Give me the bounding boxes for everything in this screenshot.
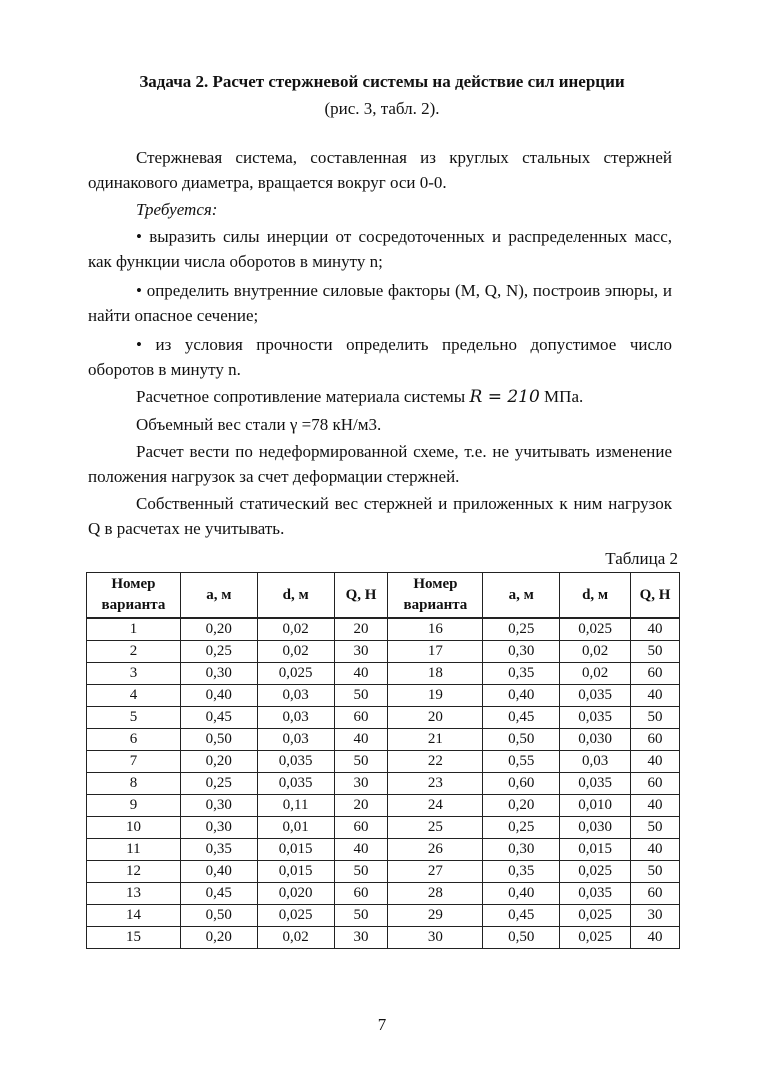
column-header: d, м bbox=[560, 573, 631, 619]
table-cell: 18 bbox=[388, 663, 483, 685]
table-cell: 13 bbox=[87, 883, 181, 905]
table-cell: 24 bbox=[388, 795, 483, 817]
table-cell: 30 bbox=[388, 927, 483, 949]
table-cell: 4 bbox=[87, 685, 181, 707]
table-cell: 0,45 bbox=[180, 883, 257, 905]
table-cell: 0,035 bbox=[560, 707, 631, 729]
table-cell: 0,35 bbox=[483, 663, 560, 685]
table-body bbox=[87, 618, 680, 949]
table-cell: 21 bbox=[388, 729, 483, 751]
table-cell: 40 bbox=[334, 839, 388, 861]
table-row bbox=[87, 685, 680, 707]
bullet-icon: • bbox=[136, 335, 142, 354]
table-cell: 0,30 bbox=[180, 795, 257, 817]
table-row bbox=[87, 905, 680, 927]
table-cell: 0,015 bbox=[257, 861, 334, 883]
table-cell: 8 bbox=[87, 773, 181, 795]
table-cell: 0,55 bbox=[483, 751, 560, 773]
table-row bbox=[87, 729, 680, 751]
table-cell: 0,030 bbox=[560, 817, 631, 839]
column-header: Номер варианта bbox=[388, 573, 483, 619]
table-cell: 20 bbox=[334, 795, 388, 817]
table-row bbox=[87, 795, 680, 817]
table-cell: 7 bbox=[87, 751, 181, 773]
table-cell: 40 bbox=[631, 751, 680, 773]
table-cell: 60 bbox=[631, 883, 680, 905]
table-cell: 23 bbox=[388, 773, 483, 795]
table-cell: 60 bbox=[631, 729, 680, 751]
table-cell: 0,035 bbox=[257, 751, 334, 773]
bullet-item: • выразить силы инерции от сосредоточенных и распределенных масс, как функции числа оборотов в минуту n; bbox=[88, 227, 673, 271]
table-cell: 20 bbox=[388, 707, 483, 729]
table-row bbox=[87, 861, 680, 883]
table-cell: 9 bbox=[87, 795, 181, 817]
table-cell: 0,25 bbox=[180, 773, 257, 795]
table-cell: 2 bbox=[87, 641, 181, 663]
table-cell: 0,02 bbox=[257, 927, 334, 949]
table-cell: 11 bbox=[87, 839, 181, 861]
table-cell: 60 bbox=[334, 883, 388, 905]
table-header-row bbox=[87, 573, 680, 619]
weight-paragraph: Объемный вес стали γ =78 кН/м3. bbox=[136, 415, 382, 434]
table-cell: 0,50 bbox=[180, 729, 257, 751]
body-text bbox=[88, 145, 672, 541]
table-cell: 0,015 bbox=[257, 839, 334, 861]
table-cell: 50 bbox=[631, 861, 680, 883]
table-cell: 0,25 bbox=[483, 817, 560, 839]
table-cell: 40 bbox=[631, 795, 680, 817]
column-header: Q, Н bbox=[334, 573, 388, 619]
table-cell: 0,035 bbox=[560, 883, 631, 905]
table-cell: 0,025 bbox=[560, 861, 631, 883]
table-cell: 50 bbox=[631, 817, 680, 839]
table-cell: 50 bbox=[631, 707, 680, 729]
table-cell: 0,025 bbox=[560, 927, 631, 949]
table-cell: 5 bbox=[87, 707, 181, 729]
table-cell: 0,03 bbox=[257, 707, 334, 729]
table-cell: 0,30 bbox=[180, 663, 257, 685]
table-cell: 0,20 bbox=[180, 927, 257, 949]
table-row bbox=[87, 773, 680, 795]
page-subtitle: (рис. 3, табл. 2). bbox=[324, 99, 440, 118]
table-cell: 12 bbox=[87, 861, 181, 883]
table-cell: 0,45 bbox=[483, 707, 560, 729]
table-cell: 40 bbox=[631, 618, 680, 641]
table-cell: 60 bbox=[631, 773, 680, 795]
table-cell: 0,03 bbox=[257, 685, 334, 707]
table-cell: 17 bbox=[388, 641, 483, 663]
table-cell: 16 bbox=[388, 618, 483, 641]
note-paragraph: Расчет вести по недеформированной схеме, т.е. не учитывать изменение положения нагрузок за счет деформации стержней. bbox=[88, 442, 672, 486]
bullet-item: • из условия прочности определить предельно допустимое число оборотов в минуту n. bbox=[88, 335, 673, 379]
table-cell: 10 bbox=[87, 817, 181, 839]
required-label: Требуется: bbox=[136, 200, 218, 219]
variants-table bbox=[86, 572, 680, 949]
table-cell: 60 bbox=[631, 663, 680, 685]
table-row bbox=[87, 883, 680, 905]
table-cell: 30 bbox=[334, 641, 388, 663]
table-cell: 0,02 bbox=[560, 663, 631, 685]
table-cell: 60 bbox=[334, 817, 388, 839]
table-cell: 15 bbox=[87, 927, 181, 949]
table-cell: 0,015 bbox=[560, 839, 631, 861]
table-cell: 0,40 bbox=[483, 685, 560, 707]
table-cell: 0,40 bbox=[483, 883, 560, 905]
table-cell: 40 bbox=[334, 663, 388, 685]
table-cell: 50 bbox=[334, 861, 388, 883]
table-cell: 1 bbox=[87, 618, 181, 641]
table-cell: 0,30 bbox=[483, 839, 560, 861]
page-number: 7 bbox=[377, 1015, 387, 1034]
table-cell: 40 bbox=[334, 729, 388, 751]
table-cell: 20 bbox=[334, 618, 388, 641]
table-cell: 0,50 bbox=[483, 927, 560, 949]
table-cell: 40 bbox=[631, 685, 680, 707]
table-cell: 50 bbox=[334, 905, 388, 927]
note-paragraph: Собственный статический вес стержней и приложенных к ним нагрузок Q в расчетах не учитывать. bbox=[88, 494, 672, 538]
table-cell: 40 bbox=[631, 927, 680, 949]
table-row bbox=[87, 641, 680, 663]
bullet-item: • определить внутренние силовые факторы (M, Q, N), построив эпюры, и найти опасное сечение; bbox=[88, 281, 672, 325]
table-row bbox=[87, 707, 680, 729]
table-cell: 0,035 bbox=[257, 773, 334, 795]
table-cell: 0,11 bbox=[257, 795, 334, 817]
table-cell: 0,020 bbox=[257, 883, 334, 905]
table-cell: 50 bbox=[631, 641, 680, 663]
bullet-icon: • bbox=[136, 227, 142, 246]
table-cell: 0,45 bbox=[483, 905, 560, 927]
table-row bbox=[87, 927, 680, 949]
table-row bbox=[87, 839, 680, 861]
table-cell: 0,35 bbox=[483, 861, 560, 883]
table-cell: 29 bbox=[388, 905, 483, 927]
table-cell: 19 bbox=[388, 685, 483, 707]
table-cell: 0,03 bbox=[560, 751, 631, 773]
table-cell: 0,03 bbox=[257, 729, 334, 751]
table-cell: 6 bbox=[87, 729, 181, 751]
page-title: Задача 2. Расчет стержневой системы на действие сил инерции bbox=[139, 72, 625, 91]
table-caption: Таблица 2 bbox=[605, 549, 678, 568]
table-cell: 0,30 bbox=[180, 817, 257, 839]
table-row bbox=[87, 751, 680, 773]
table-cell: 0,035 bbox=[560, 773, 631, 795]
table-cell: 22 bbox=[388, 751, 483, 773]
table-cell: 40 bbox=[631, 839, 680, 861]
table-cell: 0,20 bbox=[180, 751, 257, 773]
table-cell: 0,02 bbox=[560, 641, 631, 663]
table-cell: 14 bbox=[87, 905, 181, 927]
table-cell: 0,50 bbox=[180, 905, 257, 927]
table-cell: 50 bbox=[334, 685, 388, 707]
table-row bbox=[87, 618, 680, 641]
column-header: a, м bbox=[483, 573, 560, 619]
table-cell: 60 bbox=[334, 707, 388, 729]
table-cell: 0,025 bbox=[560, 905, 631, 927]
table-cell: 0,35 bbox=[180, 839, 257, 861]
table-cell: 0,20 bbox=[180, 618, 257, 641]
table-cell: 0,02 bbox=[257, 618, 334, 641]
column-header: a, м bbox=[180, 573, 257, 619]
table-cell: 0,40 bbox=[180, 685, 257, 707]
table-cell: 0,40 bbox=[180, 861, 257, 883]
table-cell: 0,20 bbox=[483, 795, 560, 817]
table-cell: 50 bbox=[334, 751, 388, 773]
intro-paragraph: Стержневая система, составленная из круглых стальных стержней одинакового диаметра, вращается вокруг оси 0-0. bbox=[88, 148, 672, 192]
table-row bbox=[87, 817, 680, 839]
table-cell: 0,010 bbox=[560, 795, 631, 817]
table-cell: 0,025 bbox=[257, 663, 334, 685]
table-cell: 30 bbox=[631, 905, 680, 927]
bullet-icon: • bbox=[136, 281, 142, 300]
table-cell: 0,01 bbox=[257, 817, 334, 839]
table-cell: 30 bbox=[334, 927, 388, 949]
table-cell: 0,30 bbox=[483, 641, 560, 663]
table-cell: 0,02 bbox=[257, 641, 334, 663]
table-cell: 30 bbox=[334, 773, 388, 795]
table-cell: 27 bbox=[388, 861, 483, 883]
table-cell: 26 bbox=[388, 839, 483, 861]
column-header: Q, Н bbox=[631, 573, 680, 619]
table-cell: 3 bbox=[87, 663, 181, 685]
resistance-formula: R = 210 bbox=[469, 387, 540, 407]
table-cell: 0,50 bbox=[483, 729, 560, 751]
table-row bbox=[87, 663, 680, 685]
resistance-paragraph: Расчетное сопротивление материала системы R = 210 МПа. bbox=[136, 387, 584, 407]
table-cell: 0,035 bbox=[560, 685, 631, 707]
table-cell: 0,030 bbox=[560, 729, 631, 751]
table-cell: 0,025 bbox=[257, 905, 334, 927]
table-cell: 28 bbox=[388, 883, 483, 905]
table-cell: 25 bbox=[388, 817, 483, 839]
column-header: d, м bbox=[257, 573, 334, 619]
table-cell: 0,025 bbox=[560, 618, 631, 641]
table-cell: 0,60 bbox=[483, 773, 560, 795]
column-header: Номер варианта bbox=[87, 573, 181, 619]
table-cell: 0,25 bbox=[483, 618, 560, 641]
table-cell: 0,45 bbox=[180, 707, 257, 729]
table-cell: 0,25 bbox=[180, 641, 257, 663]
